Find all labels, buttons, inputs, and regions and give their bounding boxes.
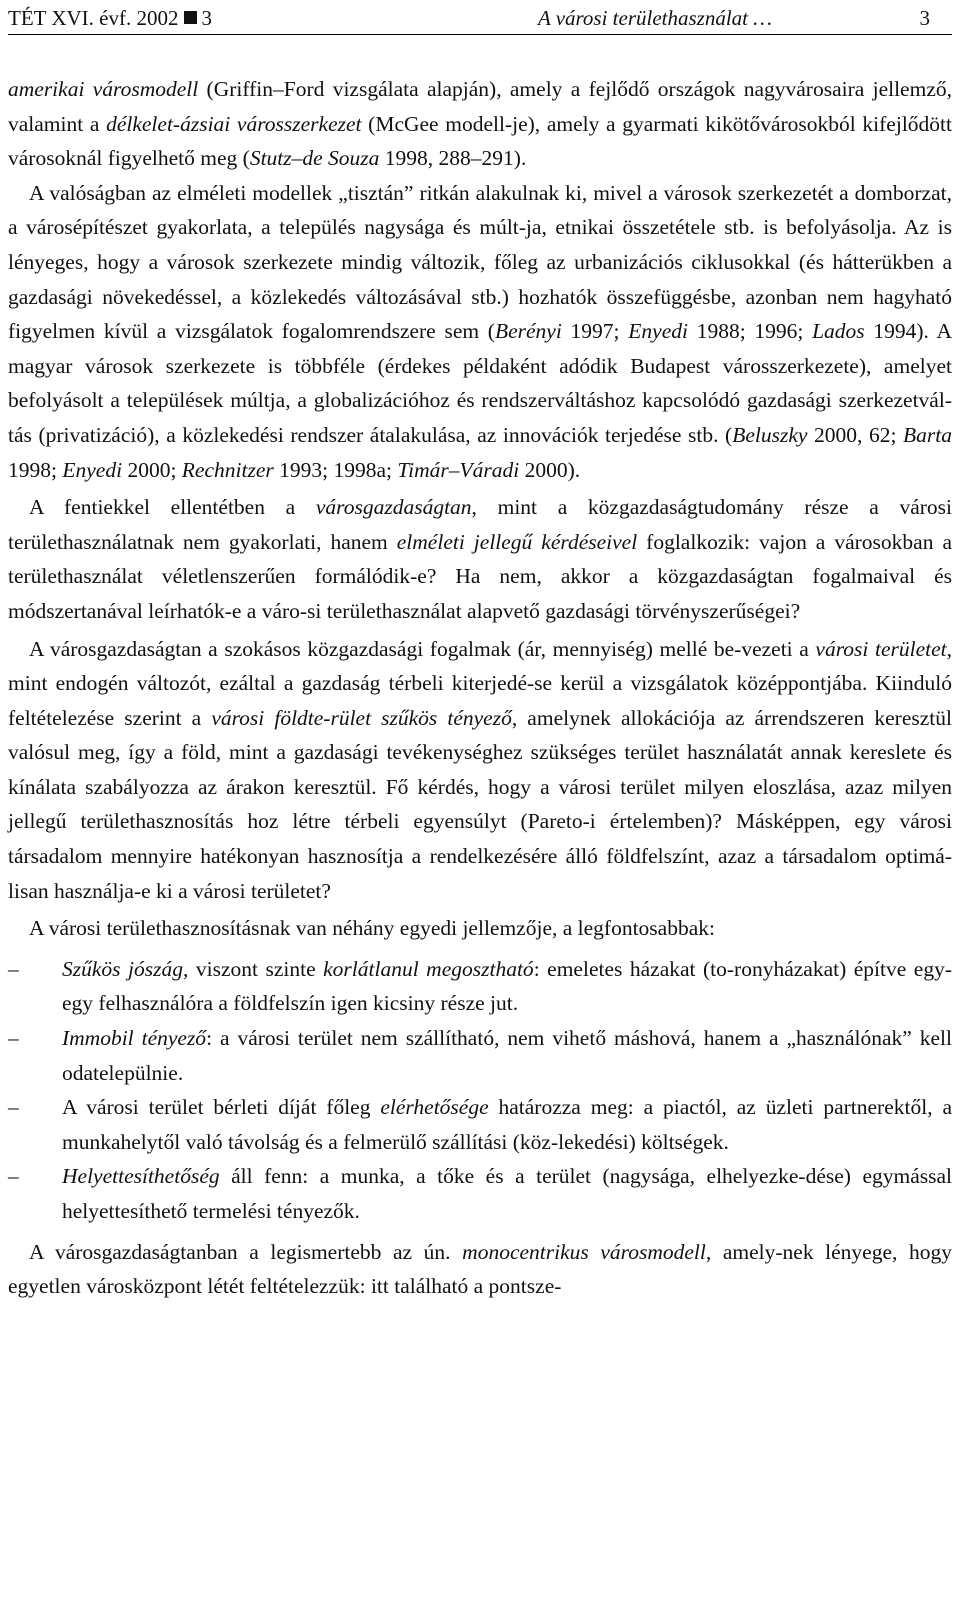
- text-run: (Griffin–Ford vizsgálata alapján), amely a fejlődő országok nagyvárosaira jellemző, valamint a: [8, 77, 952, 136]
- paragraph: [8, 490, 952, 628]
- text-run: 2000;: [122, 457, 182, 482]
- text-run: 1994). A magyar városok szerkezete is többféle (érdekes példaként adódik Budapest városszerkezete), amelyet befolyásolt a települések múltja, a globalizációhoz és rendszerváltáshoz kapcsolódó gazdasági szerkezetvál-tás (privatizáció), a közlekedési rendszer átalakulása, az innovációk terjedése stb. (: [8, 319, 952, 447]
- paragraph: [8, 911, 952, 946]
- dash-bullet: –: [8, 1026, 19, 1051]
- emphasis-text: elérhetősége: [380, 1095, 489, 1120]
- square-bullet-icon: [184, 11, 197, 24]
- text-run: , amelynek allokációja az árrendszeren keresztül valósul meg, így a föld, mint a gazdasági tevékenységhez szükséges terület használatát annak kereslete és kínálata szabályozza az árakon keresztül. Fő kérdés, hogy a városi terület milyen eloszlása, azaz milyen jellegű területhasznosítás hoz létre térbeli egyensúlyt (Pareto-i értelemben)? Másképpen, egy városi társadalom mennyire hatékonyan hasznosítja a rendelkezésére álló földfelszínt, azaz a társadalom optimá-lisan használja-e ki a városi területet?: [8, 705, 952, 903]
- text-run: 1988; 1996;: [687, 319, 813, 344]
- emphasis-text: Rechnitzer: [181, 457, 274, 482]
- text-run: áll fenn: a munka, a tőke és a terület (nagysága, elhelyezke-dése) egymással helyettesíthető termelési tényezők.: [62, 1164, 952, 1223]
- text-run: (McGee modell-je), amely a gyarmati kikötővárosokból kifejlődött városoknál figyelhető meg (: [8, 111, 952, 171]
- emphasis-text: elméleti jellegű kérdéseivel: [396, 529, 638, 554]
- text-run: 1998, 288–291).: [379, 146, 527, 171]
- text-run: , mint endogén változót, ezáltal a gazdaság térbeli kiterjedé-se kerül a vizsgálatok középpontjába. Kiinduló feltételezése szerint a: [8, 636, 952, 730]
- emphasis-text: Barta: [903, 422, 952, 447]
- text-run: A városi terület bérleti díját főleg: [62, 1095, 381, 1120]
- paragraph: [8, 1235, 952, 1304]
- emphasis-text: Szűkös jószág: [62, 956, 183, 981]
- text-run: A városgazdaságtan a szokásos közgazdasági fogalmak (ár, mennyiség) mellé be-vezeti a: [29, 636, 816, 661]
- text-run: A városgazdaságtanban a legismertebb az ún.: [29, 1239, 463, 1264]
- emphasis-text: délkelet-ázsiai városszerkezet: [106, 111, 362, 136]
- emphasis-text: Immobil tényező: [62, 1026, 207, 1051]
- paragraph: [8, 176, 952, 487]
- emphasis-text: Lados: [812, 319, 865, 344]
- text-run: : a városi terület nem szállítható, nem vihető máshová, hanem a „használónak” kell odatelepülnie.: [62, 1026, 952, 1085]
- paragraph: [8, 72, 952, 176]
- journal-info: [8, 6, 212, 31]
- text-run: 1998;: [8, 457, 63, 482]
- text-run: határozza meg: a piactól, az üzleti partnerektől, a munkahelytől való távolság és a felmerülő szállítási (köz-lekedési) költségek.: [62, 1095, 953, 1154]
- characteristics-list: [8, 952, 952, 1229]
- emphasis-text: korlátlanul megosztható: [323, 956, 534, 981]
- running-title: A városi területhasználat …: [538, 6, 772, 30]
- paragraph: [8, 632, 952, 909]
- emphasis-text: Berényi: [494, 319, 562, 344]
- emphasis-text: monocentrikus városmodell: [462, 1239, 706, 1264]
- text-run: 2000).: [519, 457, 581, 482]
- list-item-text: [62, 957, 952, 1016]
- text-run: 1993; 1998a;: [273, 457, 398, 482]
- list-item-text: [62, 1164, 952, 1223]
- emphasis-text: Enyedi: [62, 457, 123, 482]
- dash-bullet: –: [8, 1095, 19, 1120]
- emphasis-text: városi területet: [815, 636, 947, 661]
- emphasis-text: Timár–Váradi: [397, 457, 520, 482]
- text-run: , mint a közgazdaságtudomány része a városi területhasználatnak nem gyakorlati, hanem: [8, 495, 952, 554]
- emphasis-text: Enyedi: [628, 319, 688, 344]
- emphasis-text: városgazdaságtan: [315, 495, 472, 520]
- text-run: A valóságban az elméleti modellek „tisztán” ritkán alakulnak ki, mivel a városok szerkezetét a domborzat, a városépítészet gyakorlata, a település nagysága és múlt-ja, etnikai összetétele stb. is befolyásolja. Az is lényeges, hogy a városok szerkezete mindig változik, főleg az urbanizációs ciklusokkal (és hátterükben a gazdasági növekedéssel, a közlekedés változásával stb.) hozhatók összefüggésbe, azonban nem hagyható figyelmen kívül a vizsgálatok fogalomrendszere sem (: [8, 180, 952, 344]
- list-item-text: [62, 1026, 952, 1085]
- emphasis-text: Beluszky: [732, 422, 808, 447]
- emphasis-text: amerikai városmodell: [8, 77, 199, 101]
- list-item: [8, 1021, 952, 1090]
- page-number: 3: [919, 6, 930, 30]
- dash-bullet: –: [8, 956, 19, 981]
- text-run: , amely-nek lényege, hogy egyetlen városközpont létét feltételezzük: itt található a pontsze-: [8, 1239, 952, 1299]
- issue-number: 3: [201, 6, 212, 30]
- list-item: [8, 1090, 952, 1159]
- journal-name: TÉT XVI. évf. 2002: [8, 6, 179, 30]
- dash-bullet: –: [8, 1164, 19, 1189]
- text-run: 1997;: [561, 319, 629, 344]
- emphasis-text: Stutz–de Souza: [249, 146, 380, 171]
- text-run: : emeletes házakat (to-ronyházakat) építve egy-egy felhasználóra a földfelszín igen kicsiny része jut.: [62, 956, 952, 1016]
- article-body: [8, 72, 952, 1304]
- emphasis-text: Helyettesíthetőség: [62, 1164, 220, 1189]
- text-run: A városi területhasznosításnak van néhány egyedi jellemzője, a legfontosabbak:: [29, 916, 715, 941]
- emphasis-text: városi földte-rület szűkös tényező: [211, 705, 512, 730]
- text-run: , viszont szinte: [182, 956, 324, 981]
- text-run: foglalkozik: vajon a városokban a területhasználat véletlenszerűen formálódik-e? Ha nem, akkor a közgazdaságtan fogalmaival és módszertanával leírhatók-e a váro-si területhasználat alapvető gazdasági törvényszerűségei?: [8, 529, 952, 623]
- list-item: [8, 1159, 952, 1228]
- text-run: A fentiekkel ellentétben a: [29, 495, 316, 520]
- running-header: [8, 4, 952, 35]
- list-item: [8, 952, 952, 1021]
- list-item-text: [62, 1095, 952, 1154]
- text-run: 2000, 62;: [807, 422, 904, 447]
